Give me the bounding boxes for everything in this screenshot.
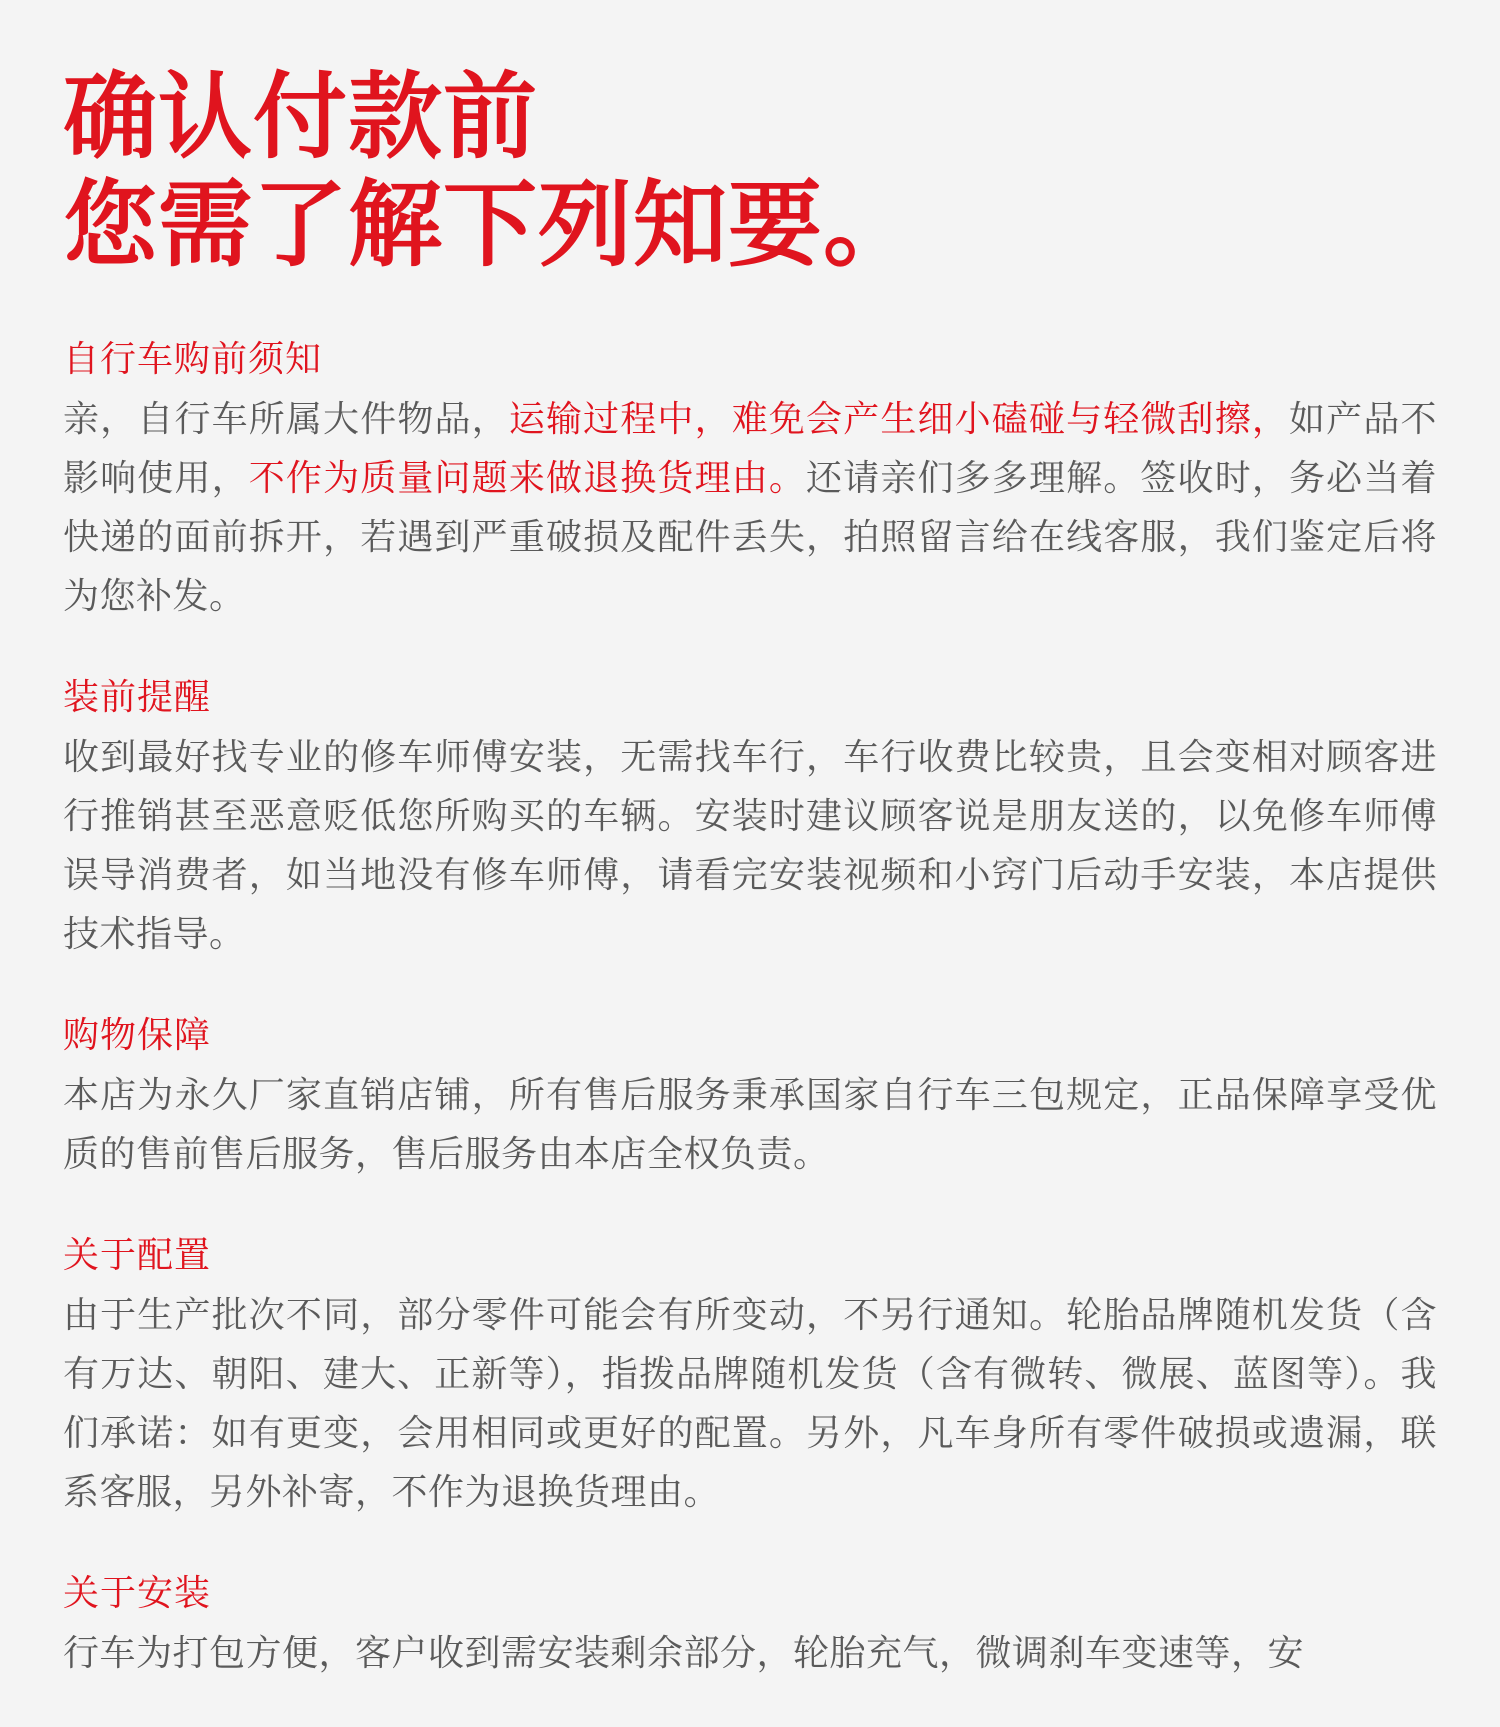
highlighted-text: 运输过程中，难免会产生细小磕碰与轻微刮擦，	[508, 399, 1290, 440]
body-text: 如产品不影响使用，	[63, 399, 1437, 499]
section-title: 购物保障	[63, 1015, 212, 1056]
section-body	[63, 1286, 1437, 1522]
headline-line-2: 您需了解下列知要。	[63, 171, 919, 280]
body-text: 还请亲们多多理解。签收时，务必当着快递的面前拆开，若遇到严重破损及配件丢失，拍照留言给在线客服，我们鉴定后将为您补发。	[63, 458, 1437, 617]
section-shopping-guarantee	[63, 1012, 1437, 1184]
section-bike-purchase-notice	[63, 336, 1437, 626]
section-body	[63, 728, 1437, 964]
section-pre-install-reminder	[63, 674, 1437, 964]
section-body	[63, 1066, 1437, 1184]
section-body	[63, 390, 1437, 626]
section-title: 装前提醒	[63, 677, 212, 718]
body-text: 本店为永久厂家直销店铺，所有售后服务秉承国家自行车三包规定，正品保障享受优质的售前售后服务，售后服务由本店全权负责。	[63, 1075, 1437, 1175]
section-title: 关于配置	[63, 1235, 212, 1276]
headline-line-1: 确认付款前	[63, 63, 539, 172]
section-title: 关于安装	[63, 1573, 212, 1614]
section-about-installation	[63, 1570, 1437, 1683]
page-headline	[63, 64, 1437, 280]
section-about-configuration	[63, 1232, 1437, 1522]
section-title: 自行车购前须知	[63, 339, 323, 380]
highlighted-text: 不作为质量问题来做退换货理由。	[248, 458, 807, 499]
body-text: 收到最好找专业的修车师傅安装，无需找车行，车行收费比较贵，且会变相对顾客进行推销甚至恶意贬低您所购买的车辆。安装时建议顾客说是朋友送的，以免修车师傅误导消费者，如当地没有修车师傅，请看完安装视频和小窍门后动手安装，本店提供技术指导。	[63, 737, 1437, 955]
body-text: 亲，自行车所属大件物品，	[63, 399, 509, 440]
section-body	[63, 1624, 1437, 1683]
body-text: 由于生产批次不同，部分零件可能会有所变动，不另行通知。轮胎品牌随机发货（含有万达、朝阳、建大、正新等），指拨品牌随机发货（含有微转、微展、蓝图等）。我们承诺：如有更变，会用相同或更好的配置。另外，凡车身所有零件破损或遗漏，联系客服，另外补寄，不作为退换货理由。	[63, 1295, 1437, 1513]
body-text: 行车为打包方便，客户收到需安装剩余部分，轮胎充气，微调刹车变速等，安	[63, 1633, 1305, 1674]
